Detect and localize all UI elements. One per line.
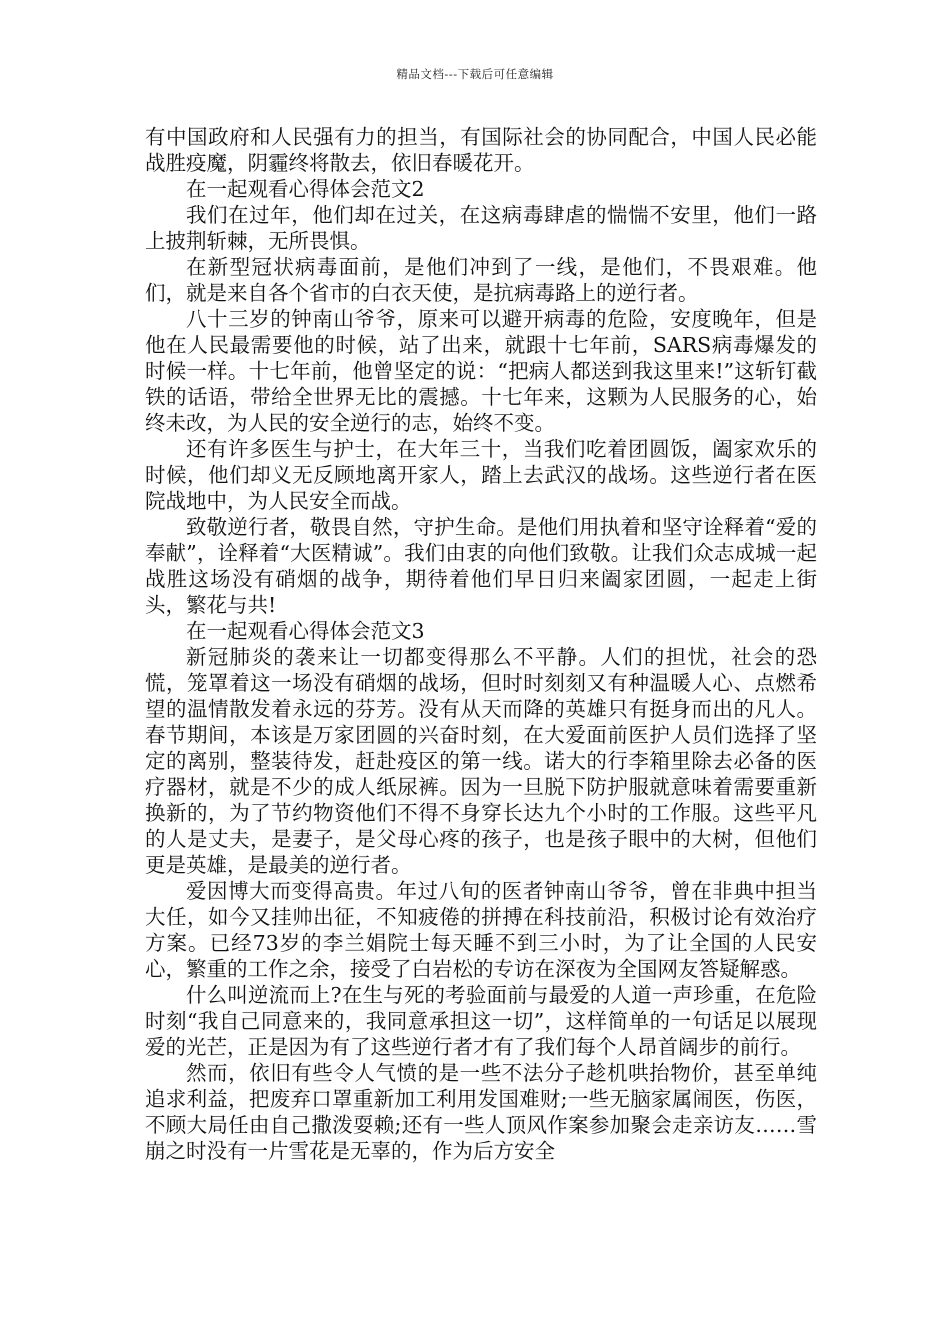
paragraph: 新冠肺炎的袭来让一切都变得那么不平静。人们的担忧，社会的恐慌，笼罩着这一场没有硝烟的战场，但时时刻刻又有种温暖人心、点燃希望的温情散发着永远的芬芳。没有从天而降的英雄只有挺身而出的凡人。春节期间，本该是万家团圆的兴奋时刻，在大爱面前医护人员们选择了坚定的离别，整装待发，赶赴疫区的第一线。诺大的行李箱里除去必备的医疗器材，就是不少的成人纸尿裤。因为一旦脱下防护服就意味着需要重新换新的，为了节约物资他们不得不身穿长达九个小时的工作服。这些平凡的人是丈夫，是妻子，是父母心疼的孩子，也是孩子眼中的大树，但他们更是英雄，是最美的逆行者。 xyxy=(145,645,817,877)
paragraph: 我们在过年，他们却在过关，在这病毒肆虐的惴惴不安里，他们一路上披荆斩棘，无所畏惧。 xyxy=(145,203,817,253)
paragraph: 爱因博大而变得高贵。年过八旬的医者钟南山爷爷，曾在非典中担当大任，如今又挂帅出征，不知疲倦的拼搏在科技前沿，积极讨论有效治疗方案。已经73岁的李兰娟院士每天睡不到三小时，为了让全国的人民安心，繁重的工作之余，接受了白岩松的专访在深夜为全国网友答疑解惑。 xyxy=(145,879,817,981)
paragraph: 然而，依旧有些令人气愤的是一些不法分子趁机哄抬物价，甚至单纯追求利益，把废弃口罩重新加工利用发国难财;一些无脑家属闹医，伤医，不顾大局任由自己撒泼耍赖;还有一些人顶风作案参加聚会走亲访友……雪崩之时没有一片雪花是无辜的，作为后方安全 xyxy=(145,1061,817,1163)
paragraph: 在新型冠状病毒面前，是他们冲到了一线，是他们，不畏艰难。他们，就是来自各个省市的白衣天使，是抗病毒路上的逆行者。 xyxy=(145,255,817,305)
section-heading: 在一起观看心得体会范文2 xyxy=(186,177,425,201)
paragraph: 八十三岁的钟南山爷爷，原来可以避开病毒的危险，安度晚年，但是他在人民最需要他的时候，站了出来，就跟十七年前，SARS病毒爆发的时候一样。十七年前，他曾坚定的说：“把病人都送到我这里来!”这斩钉截铁的话语，带给全世界无比的震撼。十七年来，这颗为人民服务的心，始终未改，为人民的安全逆行的志，始终不变。 xyxy=(145,307,817,435)
section-heading: 在一起观看心得体会范文3 xyxy=(186,619,425,643)
paragraph: 还有许多医生与护士，在大年三十，当我们吃着团圆饭，阖家欢乐的时候，他们却义无反顾地离开家人，踏上去武汉的战场。这些逆行者在医院战地中，为人民安全而战。 xyxy=(145,437,817,513)
document-body xyxy=(145,124,817,1164)
paragraph: 什么叫逆流而上?在生与死的考验面前与最爱的人道一声珍重，在危险时刻“我自己同意来的，我同意承担这一切”，这样简单的一句话足以展现爱的光芒，正是因为有了这些逆行者才有了我们每个人昂首阔步的前行。 xyxy=(145,983,817,1059)
paragraph: 致敬逆行者，敬畏自然，守护生命。是他们用执着和坚守诠释着“爱的奉献”，诠释着“大医精诚”。我们由衷的向他们致敬。让我们众志成城一起战胜这场没有硝烟的战争，期待着他们早日归来阖家团圆，一起走上街头，繁花与共! xyxy=(145,515,817,617)
paragraph: 有中国政府和人民强有力的担当，有国际社会的协同配合，中国人民必能战胜疫魔，阴霾终将散去，依旧春暖花开。 xyxy=(145,125,817,175)
page-header: 精品文档---下载后可任意编辑 xyxy=(396,67,554,81)
